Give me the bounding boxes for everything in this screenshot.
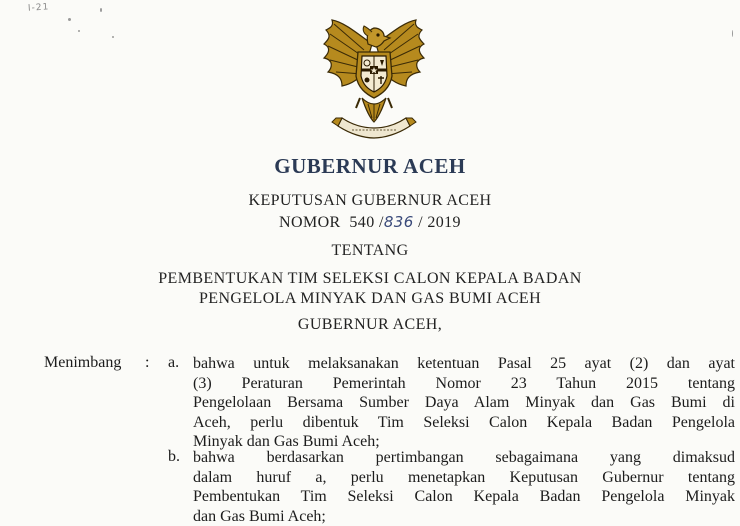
text-line: bahwa untuk melaksanakan ketentuan Pasal 25 ayat (2) dan ayat — [193, 354, 735, 374]
decree-number — [0, 213, 740, 232]
considering-label: Menimbang — [44, 354, 121, 372]
governor-title: GUBERNUR ACEH — [0, 154, 740, 179]
decree-type: KEPUTUSAN GUBERNUR ACEH — [0, 192, 740, 210]
text-line: Pembentukan Tim Seleksi Calon Kepala Badan Pengelola Minyak — [193, 487, 735, 507]
text-line: (3) Peraturan Pemerintah Nomor 23 Tahun 2015 tentang — [193, 374, 735, 394]
decree-number-prefix: NOMOR 540 / — [279, 214, 384, 231]
scan-speck — [68, 18, 71, 21]
scan-speck — [112, 36, 114, 38]
text-line: Minyak dan Gas Bumi Aceh; — [193, 432, 735, 452]
considering-colon: : — [145, 354, 149, 372]
decree-about: TENTANG — [0, 242, 740, 260]
scan-speck — [732, 30, 733, 37]
considering-item-letter: a. — [168, 354, 179, 372]
scan-speck — [100, 8, 102, 12]
considering-item-letter: b. — [168, 448, 180, 466]
considering-item-text — [193, 448, 735, 526]
text-line: bahwa berdasarkan pertimbangan sebagaimana yang dimaksud — [193, 448, 735, 468]
decree-number-suffix: / 2019 — [414, 214, 461, 231]
text-line: Pengelolaan Bersama Sumber Daya Alam Minyak dan Gas Bumi di — [193, 393, 735, 413]
garuda-emblem — [318, 14, 430, 142]
text-line: dalam huruf a, perlu menetapkan Keputusan Gubernur tentang — [193, 468, 735, 488]
decree-issuer: GUBERNUR ACEH, — [0, 316, 740, 334]
considering-item-text — [193, 354, 735, 452]
decree-subject-line-2: PENGELOLA MINYAK DAN GAS BUMI ACEH — [0, 290, 740, 308]
text-line: dan Gas Bumi Aceh; — [193, 507, 735, 526]
decree-subject-line-1: PEMBENTUKAN TIM SELEKSI CALON KEPALA BADAN — [0, 270, 740, 288]
scan-speck — [78, 30, 80, 32]
text-line: Aceh, perlu dibentuk Tim Seleksi Calon Kepala Badan Pengelola — [193, 413, 735, 433]
decree-number-handwritten: 836 — [384, 213, 414, 231]
margin-note: I-21 — [28, 2, 50, 13]
